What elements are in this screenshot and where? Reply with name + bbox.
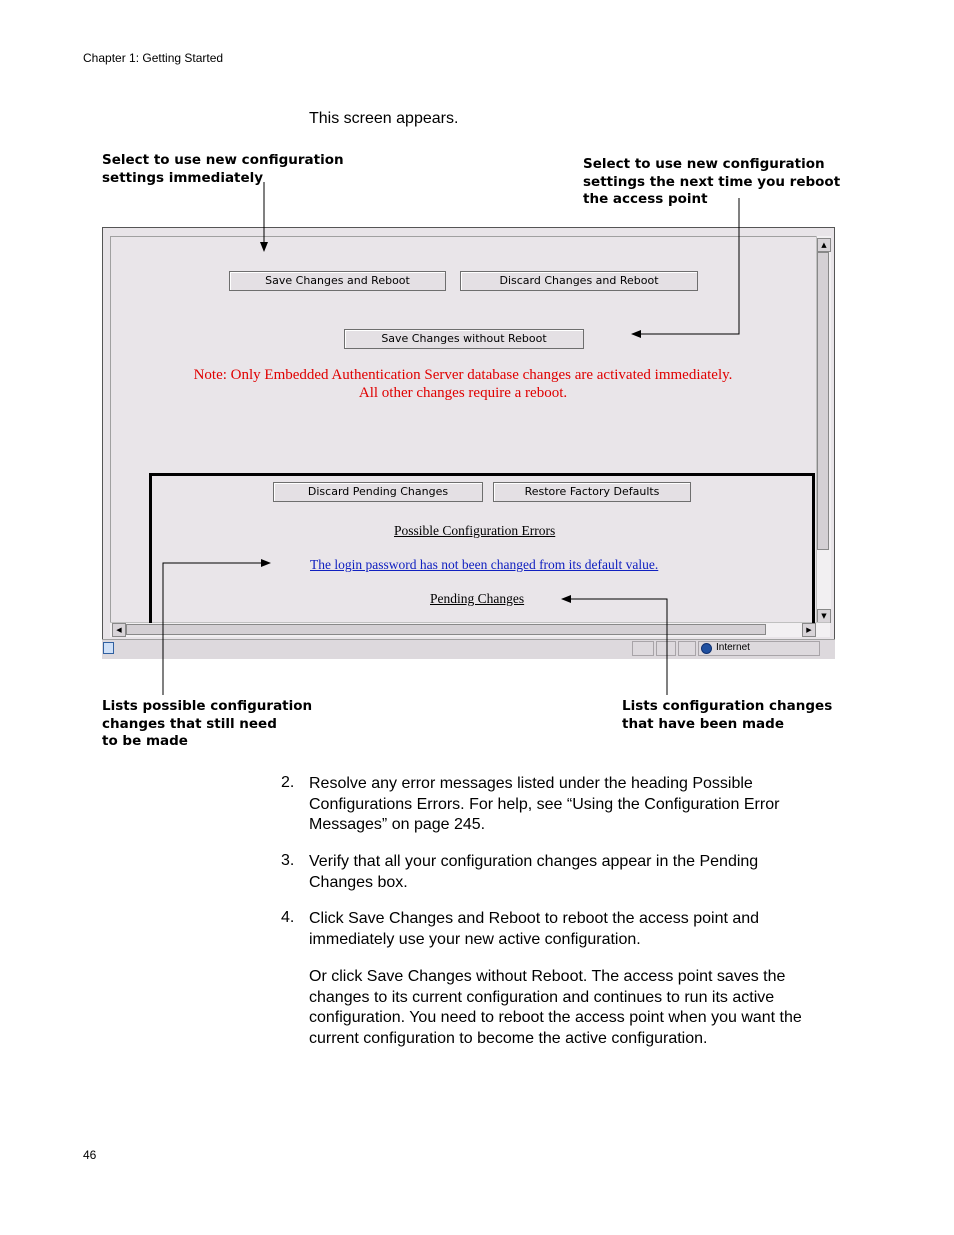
text-line: Changes box. [309,873,408,891]
text-line: configuration. You need to reboot the access point when you want the [309,1009,802,1026]
callout-line: Select to use new configuration [102,152,344,168]
discard-pending-changes-button[interactable]: Discard Pending Changes [273,482,483,502]
callout-line: the access point [583,191,708,207]
arrow-bottom-left [163,563,270,695]
scroll-down-arrow-icon[interactable]: ▼ [817,609,831,623]
error-link[interactable]: The login password has not been changed from its default value. [310,557,659,572]
callout-line: Lists possible configuration [102,698,313,714]
step-4-extra-text [309,967,802,1049]
callout-line: settings the next time you reboot [583,173,841,190]
page-number: 46 [83,1148,97,1162]
callout-line: that have been made [622,715,784,732]
text-line: Verify that all your configuration changes appear in the Pending [309,853,759,870]
text-line: Messages” on page 245. [309,816,486,833]
restore-factory-defaults-button[interactable]: Restore Factory Defaults [493,482,691,502]
step-number: 2. [281,774,295,791]
step-number: 4. [281,909,295,926]
running-header: Chapter 1: Getting Started [83,51,224,65]
scroll-left-arrow-icon[interactable]: ◀ [112,623,126,637]
discard-changes-and-reboot-button[interactable]: Discard Changes and Reboot [460,271,698,291]
text-line: immediately use your new active configuration. [309,930,641,948]
arrow-bottom-right [562,599,667,695]
text-line: Configurations Errors. For help, see “Using the Configuration Error [309,795,780,813]
text-line: Or click Save Changes without Reboot. The access point saves the [309,968,786,985]
callout-line: to be made [102,733,188,749]
step-3-text [309,852,758,893]
pending-changes-heading: Pending Changes [430,591,525,606]
save-changes-and-reboot-button[interactable]: Save Changes and Reboot [229,271,446,291]
status-zone-label: Internet [716,642,750,653]
text-line: Resolve any error messages listed under the heading Possible [309,775,753,792]
step-4-text [309,909,759,950]
scroll-up-arrow-icon[interactable]: ▲ [817,238,831,252]
callout-line: Select to use new configuration [583,156,825,172]
note-line-2: All other changes require a reboot. [358,385,568,401]
save-changes-without-reboot-button[interactable]: Save Changes without Reboot [344,329,584,349]
intro-text: This screen appears. [309,110,459,127]
callout-line: Lists configuration changes [622,698,833,714]
step-number: 3. [281,852,295,869]
text-line: changes to its current configuration and continues to run its active [309,988,775,1006]
arrow-top-right [632,198,739,334]
callout-line: settings immediately [102,169,264,186]
scroll-right-arrow-icon[interactable]: ▶ [802,623,816,637]
callout-line: changes that still need [102,715,277,732]
text-line: current configuration to become the active configuration. [309,1029,708,1047]
step-2-text [309,774,779,836]
possible-errors-heading: Possible Configuration Errors [394,523,556,538]
note-line-1: Note: Only Embedded Authentication Server database changes are activated immediately. [193,367,733,383]
text-line: Click Save Changes and Reboot to reboot the access point and [309,910,760,927]
